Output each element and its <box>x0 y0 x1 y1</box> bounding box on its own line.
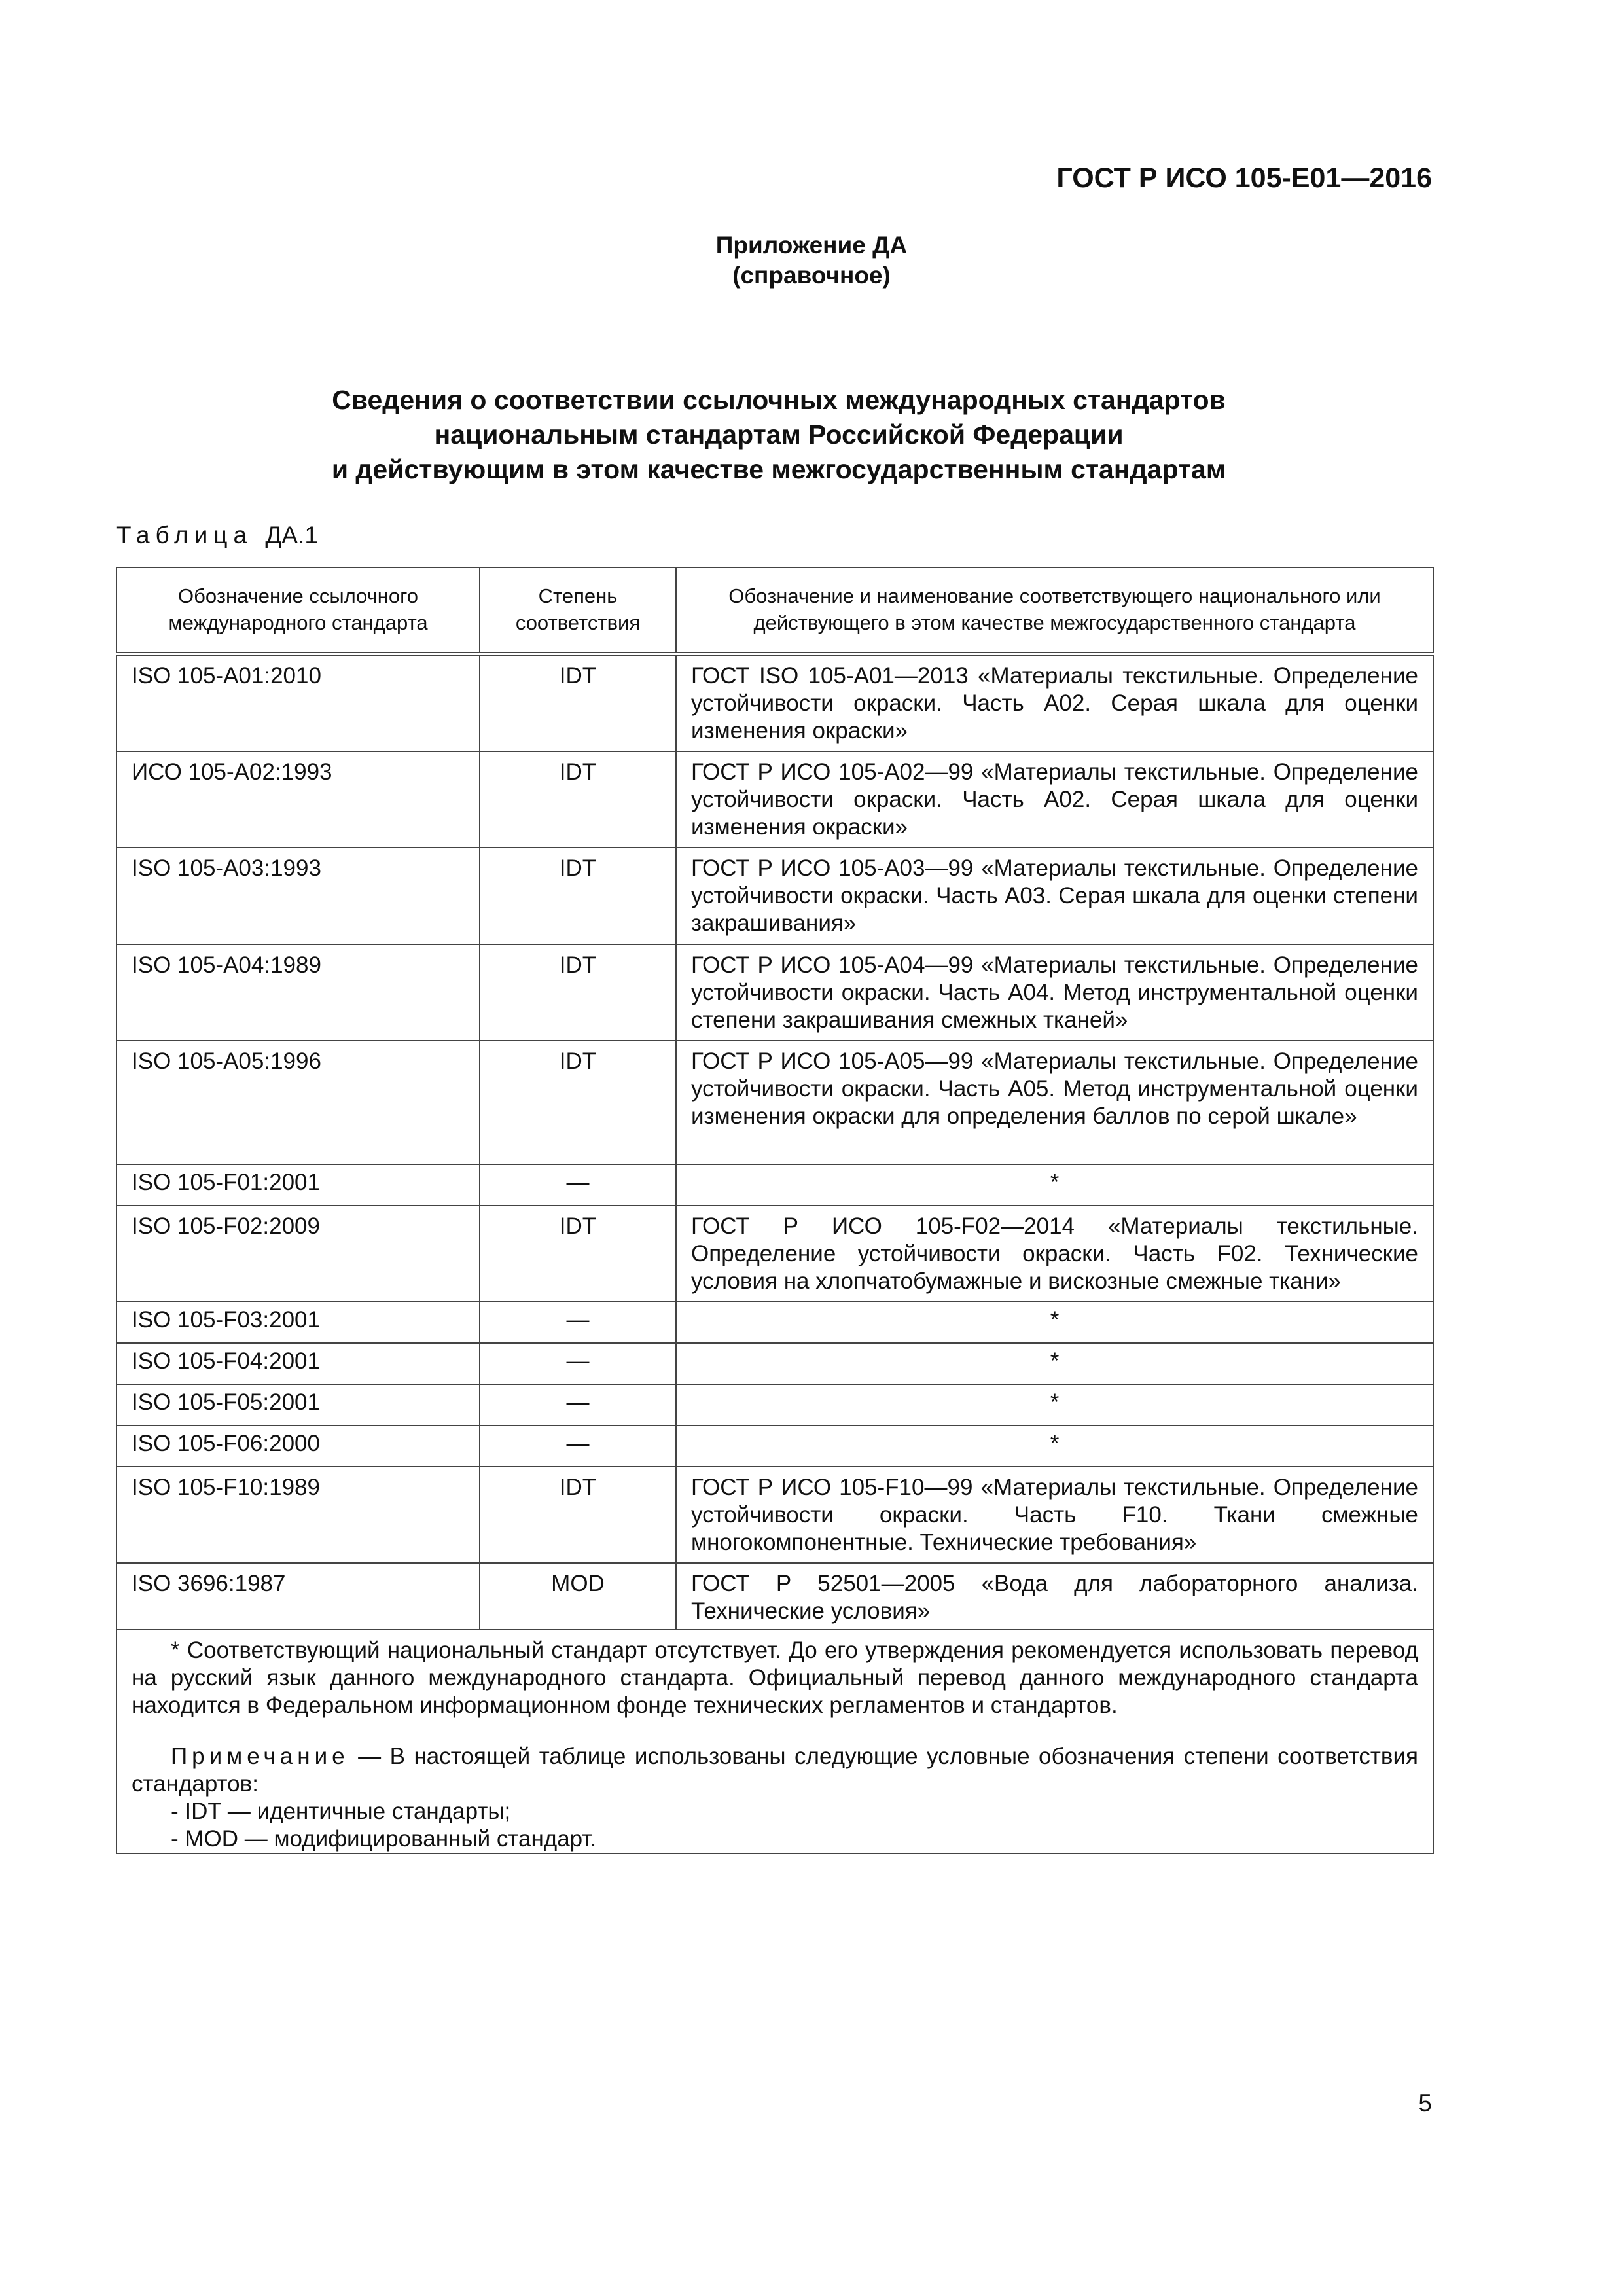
reference-cell: ISO 105-A01:2010 <box>116 654 480 751</box>
header-col1-line2: международного стандарта <box>168 611 428 634</box>
table-footer <box>116 1630 1433 1854</box>
table-row <box>116 751 1433 848</box>
table-row <box>116 1563 1433 1630</box>
reference-cell: ISO 3696:1987 <box>116 1563 480 1630</box>
national-standard-cell: * <box>676 1384 1433 1426</box>
table-row <box>116 848 1433 944</box>
reference-cell: ISO 105-A05:1996 <box>116 1041 480 1164</box>
reference-cell: ISO 105-F02:2009 <box>116 1206 480 1302</box>
document-title-line-3: и действующим в этом качестве межгосударственным стандартам <box>331 454 1226 484</box>
header-col2-line2: соответствия <box>515 611 641 634</box>
degree-cell: — <box>480 1384 676 1426</box>
national-standard-cell: ГОСТ Р ИСО 105-A03—99 «Материалы текстильные. Определение устойчивости окраски. Часть A03. Серая шкала для оценки степени закрашивания» <box>676 848 1433 944</box>
appendix-title: Приложение ДА <box>715 232 908 259</box>
reference-cell: ISO 105-F10:1989 <box>116 1467 480 1563</box>
header-col2-line1: Степень <box>538 584 618 607</box>
degree-cell: — <box>480 1302 676 1343</box>
note-item: - IDT — идентичные стандарты; <box>171 1799 511 1824</box>
page-number: 5 <box>1418 2090 1432 2117</box>
national-standard-cell: * <box>676 1343 1433 1384</box>
standards-table <box>116 567 1434 1854</box>
table-label <box>116 522 318 549</box>
reference-cell: ISO 105-F01:2001 <box>116 1164 480 1206</box>
header-national-standard <box>676 567 1433 654</box>
header-col3-line2: действующего в этом качестве межгосударственного стандарта <box>753 611 1356 634</box>
table-row <box>116 1041 1433 1164</box>
national-standard-cell: ГОСТ Р ИСО 105-A05—99 «Материалы текстильные. Определение устойчивости окраски. Часть A05. Метод инструментальной оценки изменения окраски для определения баллов по серой шкале» <box>676 1041 1433 1164</box>
table-row <box>116 1302 1433 1343</box>
degree-cell: IDT <box>480 751 676 848</box>
national-standard-cell: * <box>676 1426 1433 1467</box>
national-standard-cell: ГОСТ ISO 105-A01—2013 «Материалы текстильные. Определение устойчивости окраски. Часть A02. Серая шкала для оценки изменения окраски» <box>676 654 1433 751</box>
national-standard-cell: * <box>676 1302 1433 1343</box>
degree-cell: IDT <box>480 1467 676 1563</box>
reference-cell: ISO 105-F06:2000 <box>116 1426 480 1467</box>
table-label-number: ДА.1 <box>265 522 318 548</box>
table-footer-row <box>116 1630 1433 1854</box>
national-standard-cell: ГОСТ Р ИСО 105-F10—99 «Материалы текстильные. Определение устойчивости окраски. Часть F10. Ткани смежные многокомпонентные. Технические требования» <box>676 1467 1433 1563</box>
degree-cell: IDT <box>480 1041 676 1164</box>
table-row <box>116 654 1433 751</box>
national-standard-cell: ГОСТ Р 52501—2005 «Вода для лабораторного анализа. Технические условия» <box>676 1563 1433 1630</box>
table-row <box>116 1384 1433 1426</box>
table-row <box>116 1164 1433 1206</box>
degree-cell: — <box>480 1343 676 1384</box>
document-title-line-1: Сведения о соответствии ссылочных международных стандартов <box>332 385 1226 415</box>
national-standard-cell: ГОСТ Р ИСО 105-A02—99 «Материалы текстильные. Определение устойчивости окраски. Часть A02. Серая шкала для оценки изменения окраски» <box>676 751 1433 848</box>
national-standard-cell: ГОСТ Р ИСО 105-F02—2014 «Материалы текстильные. Определение устойчивости окраски. Часть F02. Технические условия на хлопчатобумажные и вискозные смежные ткани» <box>676 1206 1433 1302</box>
degree-cell: IDT <box>480 654 676 751</box>
reference-cell: ISO 105-A03:1993 <box>116 848 480 944</box>
degree-cell: IDT <box>480 848 676 944</box>
national-standard-cell: ГОСТ Р ИСО 105-A04—99 «Материалы текстильные. Определение устойчивости окраски. Часть A04. Метод инструментальной оценки степени закрашивания смежных тканей» <box>676 944 1433 1041</box>
reference-cell: ИСО 105-A02:1993 <box>116 751 480 848</box>
degree-cell: — <box>480 1426 676 1467</box>
table-header-row <box>116 567 1433 654</box>
table-label-word: Таблица <box>116 522 253 548</box>
document-title <box>0 383 1558 487</box>
reference-cell: ISO 105-F05:2001 <box>116 1384 480 1426</box>
note-word: Примечание <box>171 1744 349 1769</box>
table-row <box>116 1467 1433 1563</box>
table-row <box>116 1426 1433 1467</box>
degree-cell: — <box>480 1164 676 1206</box>
national-standard-cell: * <box>676 1164 1433 1206</box>
reference-cell: ISO 105-F03:2001 <box>116 1302 480 1343</box>
reference-cell: ISO 105-F04:2001 <box>116 1343 480 1384</box>
appendix-subtitle: (справочное) <box>732 262 891 289</box>
note-text: — В настоящей таблице использованы следующие условные обозначения степени соответствия стандартов: <box>132 1744 1419 1797</box>
document-code: ГОСТ Р ИСО 105-E01—2016 <box>1056 162 1432 194</box>
appendix-heading <box>0 230 1623 291</box>
document-title-line-2: национальным стандартам Российской Федерации <box>434 420 1124 450</box>
degree-cell: IDT <box>480 944 676 1041</box>
table-row <box>116 1343 1433 1384</box>
table-row <box>116 1206 1433 1302</box>
degree-cell: IDT <box>480 1206 676 1302</box>
header-reference-standard <box>116 567 480 654</box>
footnote: * Соответствующий национальный стандарт отсутствует. До его утверждения рекомендуется использовать перевод на русский язык данного международного стандарта. Официальный перевод данного международного стандарта находится в Федеральном информационном фонде технических регламентов и стандартов. <box>132 1638 1418 1718</box>
degree-cell: MOD <box>480 1563 676 1630</box>
note-item: - MOD — модифицированный стандарт. <box>171 1826 597 1852</box>
header-degree <box>480 567 676 654</box>
reference-cell: ISO 105-A04:1989 <box>116 944 480 1041</box>
header-col3-line1: Обозначение и наименование соответствующего национального или <box>728 584 1381 607</box>
table-row <box>116 944 1433 1041</box>
note <box>132 1743 1418 1798</box>
header-col1-line1: Обозначение ссылочного <box>178 584 418 607</box>
